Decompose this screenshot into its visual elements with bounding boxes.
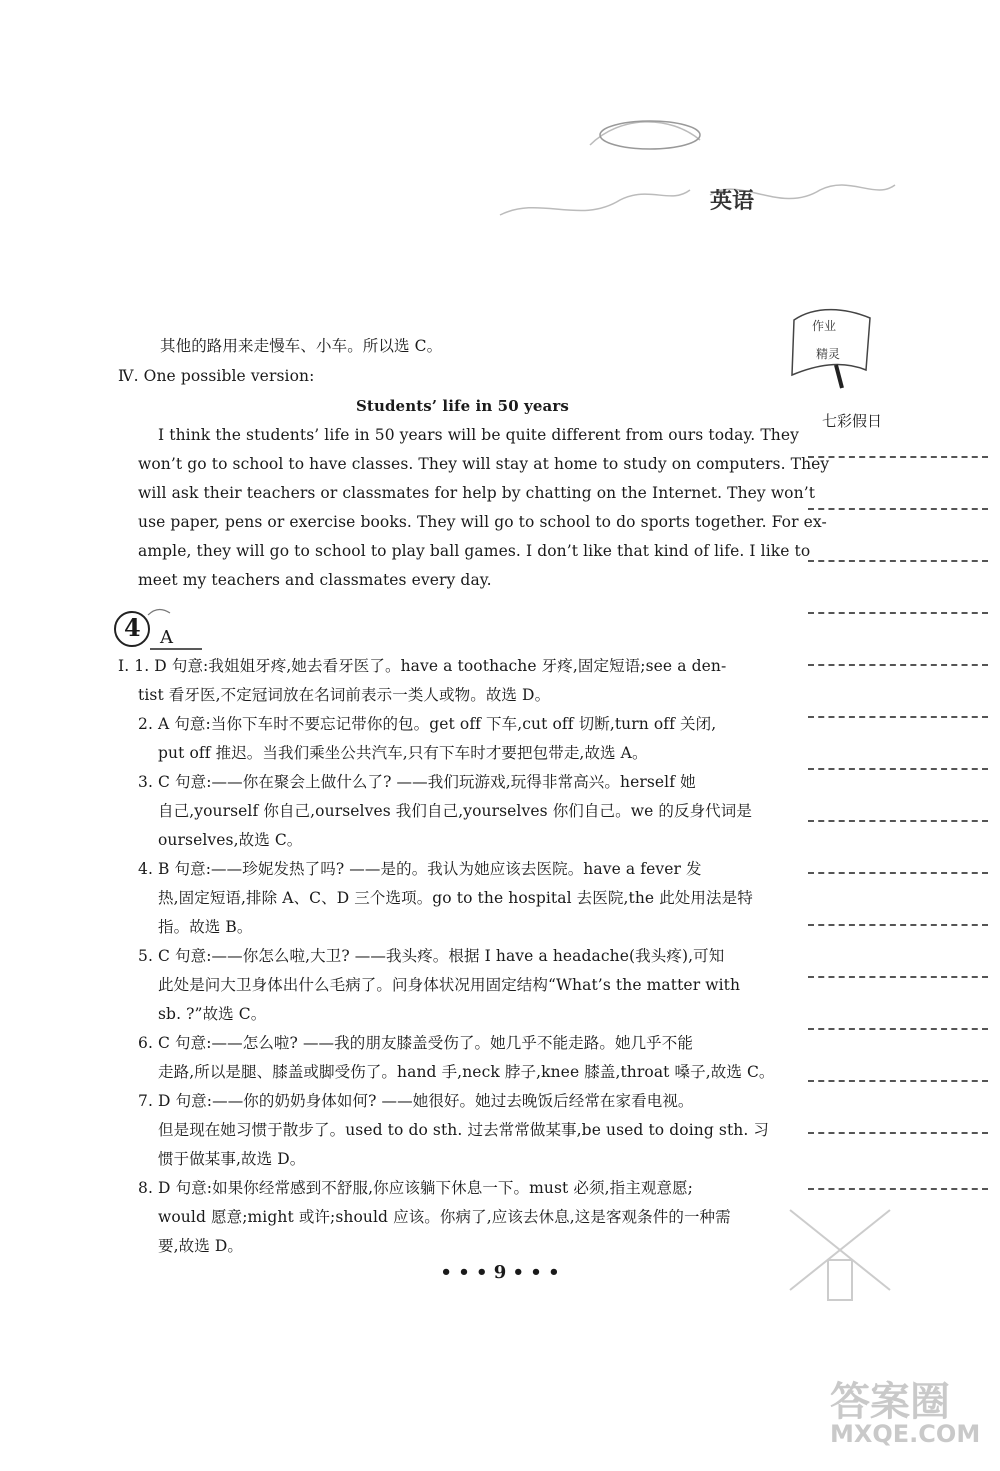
essay-line: ample, they will go to school to play ball games. I don’t like that kind of life. I like to	[138, 542, 811, 560]
brand-logo	[786, 300, 876, 395]
answer-line: 惯于做某事,故选 D。	[158, 1150, 306, 1168]
header-decoration	[480, 95, 900, 255]
answer-line: tist 看牙医,不定冠词放在名词前表示一类人或物。故选 D。	[138, 686, 551, 704]
answer-line: 要,故选 D。	[158, 1237, 243, 1255]
essay-title: Students’ life in 50 years	[356, 397, 569, 415]
note-line	[808, 560, 988, 562]
unit-part: A	[160, 627, 173, 648]
note-line	[808, 1188, 988, 1190]
answer-line: 5. C 句意:——你怎么啦,大卫? ——我头疼。根据 I have a headache(我头疼),可知	[138, 947, 725, 965]
answer-line: 3. C 句意:——你在聚会上做什么了? ——我们玩游戏,玩得非常高兴。herself 她	[138, 773, 696, 791]
note-line	[808, 664, 988, 666]
windmill-decoration	[780, 1200, 900, 1310]
series-label: 七彩假日	[822, 412, 883, 430]
answer-line: 2. A 句意:当你下车时不要忘记带你的包。get off 下车,cut off 切断,turn off 关闭,	[138, 715, 717, 733]
watermark-logo: 答案圈	[830, 1379, 950, 1425]
answer-line: 7. D 句意:——你的奶奶身体如何? ——她很好。她过去晚饭后经常在家看电视。	[138, 1092, 694, 1110]
answer-line: 4. B 句意:——珍妮发热了吗? ——是的。我认为她应该去医院。have a fever 发	[138, 860, 702, 878]
note-line	[808, 768, 988, 770]
answer-line: 自己,yourself 你自己,ourselves 我们自己,yourselves 你们自己。we 的反身代词是	[158, 802, 752, 820]
answer-line: 此处是问大卫身体出什么毛病了。问身体状况用固定结构“What’s the matter with	[158, 976, 741, 994]
answer-line: sb. ?”故选 C。	[158, 1005, 267, 1023]
essay-line: won’t go to school to have classes. They will stay at home to study on computers. They	[138, 455, 830, 473]
answer-line: would 愿意;might 或许;should 应该。你病了,应该去休息,这是客观条件的一种需	[158, 1208, 731, 1226]
answer-line: ourselves,故选 C。	[158, 831, 303, 849]
svg-text:精灵: 精灵	[816, 347, 841, 361]
answer-line: 6. C 句意:——怎么啦? ——我的朋友膝盖受伤了。她几乎不能走路。她几乎不能	[138, 1034, 693, 1052]
note-line	[808, 456, 988, 458]
subject-label: 英语	[710, 188, 755, 214]
page-number: • • • 9 • • •	[440, 1262, 560, 1283]
unit-number: 4	[124, 613, 141, 642]
note-line	[808, 976, 988, 978]
note-line	[808, 1080, 988, 1082]
answer-line: 指。故选 B。	[158, 918, 253, 936]
answer-line: 热,固定短语,排除 A、C、D 三个选项。go to the hospital 去医院,the 此处用法是特	[158, 889, 753, 907]
answer-line: put off 推迟。当我们乘坐公共汽车,只有下车时才要把包带走,故选 A。	[158, 744, 648, 762]
section4-heading: Ⅳ. One possible version:	[118, 367, 315, 385]
essay-line: I think the students’ life in 50 years will be quite different from ours today. They	[158, 426, 800, 444]
section3-tail-line: 其他的路用来走慢车、小车。所以选 C。	[160, 337, 443, 355]
note-line	[808, 508, 988, 510]
note-line	[808, 924, 988, 926]
answer-line: 走路,所以是腿、膝盖或脚受伤了。hand 手,neck 脖子,knee 膝盖,throat 嗓子,故选 C。	[158, 1063, 775, 1081]
essay-line: use paper, pens or exercise books. They will go to school to do sports together. For ex-	[138, 513, 827, 531]
watermark-url: MXQE.COM	[830, 1420, 981, 1448]
note-line	[808, 1028, 988, 1030]
answer-line: 8. D 句意:如果你经常感到不舒服,你应该躺下休息一下。must 必须,指主观意愿;	[138, 1179, 693, 1197]
note-line	[808, 612, 988, 614]
unit-badge	[112, 603, 202, 653]
svg-text:作业: 作业	[812, 319, 837, 333]
note-line	[808, 872, 988, 874]
note-line	[808, 716, 988, 718]
essay-line: will ask their teachers or classmates for help by chatting on the Internet. They won’t	[138, 484, 816, 502]
essay-line: meet my teachers and classmates every day.	[138, 571, 492, 589]
answer-line: Ⅰ. 1. D 句意:我姐姐牙疼,她去看牙医了。have a toothache 牙疼,固定短语;see a den-	[118, 657, 727, 675]
note-line	[808, 1132, 988, 1134]
answer-line: 但是现在她习惯于散步了。used to do sth. 过去常常做某事,be used to doing sth. 习	[158, 1121, 770, 1139]
note-line	[808, 820, 988, 822]
